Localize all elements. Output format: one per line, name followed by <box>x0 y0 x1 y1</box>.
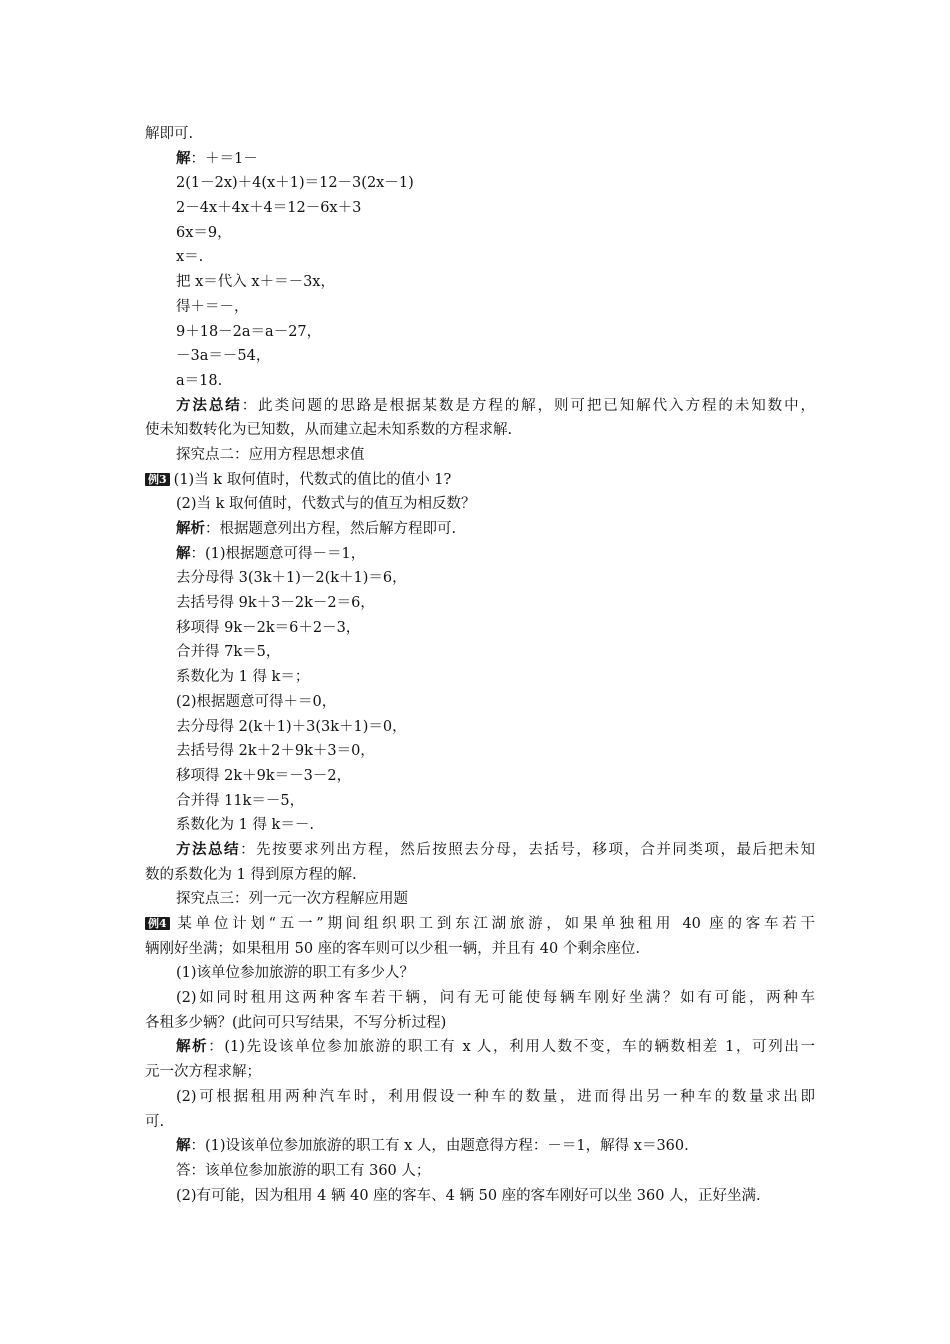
line-text: ：此类问题的思路是根据某数是方程的解，则可把已知解代入方程的未知数中， <box>241 397 816 414</box>
line-text: 使未知数转化为已知数，从而建立起未知系数的方程求解. <box>145 422 513 439</box>
line-text: 得＋＝－， <box>176 298 249 315</box>
line-text: (1)该单位参加旅游的职工有多少人？ <box>176 965 415 982</box>
line-text: a＝18. <box>176 372 223 389</box>
text-line <box>145 616 815 641</box>
text-line <box>145 344 815 369</box>
text-line <box>145 887 815 912</box>
line-text: (2)可根据租用两种汽车时，利用假设一种车的数量，进而得出另一种车的数量求出即 <box>176 1088 815 1105</box>
text-line <box>145 665 815 690</box>
line-text: ：(1)先设该单位参加旅游的职工有 x 人，利用人数不变，车的辆数相差 1，可列出一 <box>208 1039 815 1056</box>
line-text: 可. <box>145 1113 165 1130</box>
text-line <box>145 1134 815 1159</box>
text-line <box>145 122 815 147</box>
bold-heading: 解析 <box>176 1038 209 1056</box>
line-text: ：先按要求列出方程，然后按照去分母，去括号，移项，合并同类项，最后把未知 <box>240 841 816 858</box>
line-text: 6x＝9， <box>176 224 232 241</box>
line-text: (1)当 k 取何值时，代数式的值比的值小 1? <box>173 471 452 488</box>
text-line <box>145 764 815 789</box>
line-text: 答：该单位参加旅游的职工有 360 人； <box>176 1162 431 1179</box>
text-line <box>145 492 815 517</box>
line-text: ：＋＝1－ <box>190 150 258 167</box>
line-text: x＝. <box>176 249 204 266</box>
text-line <box>145 1085 815 1110</box>
line-text: 把 x＝代入 x＋＝－3x， <box>176 274 335 291</box>
bold-heading: 解析 <box>176 520 205 537</box>
text-line <box>145 1159 815 1184</box>
bold-heading: 解 <box>176 1137 191 1155</box>
line-text: 移项得 2k＋9k＝－3－2， <box>176 767 352 784</box>
line-text: 2－4x＋4x＋4＝12－6x＋3 <box>176 200 362 217</box>
text-line <box>145 838 815 863</box>
text-line <box>145 320 815 345</box>
text-line <box>145 542 815 567</box>
document-body <box>145 122 815 1208</box>
line-text: －3a＝－54， <box>176 348 271 365</box>
line-text: 系数化为 1 得 k＝－. <box>176 817 314 834</box>
text-line <box>145 221 815 246</box>
line-text: 9＋18－2a＝a－27， <box>176 323 322 340</box>
text-line <box>145 1184 815 1209</box>
line-text: 去分母得 3(3k＋1)－2(k＋1)＝6， <box>176 570 407 587</box>
line-text: 解即可. <box>145 126 194 142</box>
line-text: 辆刚好坐满；如果租用 50 座的客车则可以少租一辆，并且有 40 个剩余座位. <box>145 940 640 957</box>
line-text: 合并得 11k＝－5， <box>176 792 305 809</box>
text-line <box>145 369 815 394</box>
example-badge: 例4 <box>145 917 170 930</box>
text-line <box>145 640 815 665</box>
bold-heading: 方法总结 <box>176 396 242 414</box>
line-text: ：(1)根据题意可得－＝1， <box>190 545 366 562</box>
bold-heading: 方法总结 <box>176 840 241 858</box>
text-line <box>145 813 815 838</box>
bold-heading: 解 <box>176 149 191 167</box>
text-line <box>145 1110 815 1135</box>
text-line <box>145 912 815 937</box>
line-text: 探究点三：列一元一次方程解应用题 <box>176 891 408 908</box>
bold-heading: 解 <box>176 544 191 562</box>
text-line <box>145 270 815 295</box>
text-line <box>145 295 815 320</box>
line-text: 去括号得 2k＋2＋9k＋3＝0， <box>176 743 375 760</box>
text-line <box>145 591 815 616</box>
line-text: 移项得 9k－2k＝6＋2－3， <box>176 619 361 636</box>
line-text: ：(1)设该单位参加旅游的职工有 x 人，由题意得方程：－＝1，解得 x＝360. <box>190 1138 689 1155</box>
line-text: (2)根据题意可得＋＝0， <box>176 693 337 710</box>
text-line <box>145 418 815 443</box>
line-text: (2)有可能，因为租用 4 辆 40 座的客车、4 辆 50 座的客车刚好可以坐 360 人，正好坐满. <box>176 1187 761 1204</box>
line-text: 某单位计划“五一”期间组织职工到东江湖旅游，如果单独租用 40 座的客车若干 <box>173 916 815 932</box>
text-line <box>145 1060 815 1085</box>
text-line <box>145 961 815 986</box>
text-line <box>145 171 815 196</box>
text-line <box>145 443 815 468</box>
text-line <box>145 986 815 1011</box>
line-text: 探究点二：应用方程思想求值 <box>176 446 365 463</box>
text-line <box>145 1011 815 1036</box>
text-line <box>145 715 815 740</box>
line-text: 系数化为 1 得 k＝； <box>176 669 310 686</box>
text-line <box>145 394 815 419</box>
line-text: ：根据题意列出方程，然后解方程即可. <box>205 521 457 537</box>
text-line <box>145 147 815 172</box>
text-line <box>145 196 815 221</box>
text-line <box>145 517 815 542</box>
line-text: 各租多少辆？(此问可只写结果，不写分析过程) <box>145 1014 447 1031</box>
text-line <box>145 937 815 962</box>
text-line <box>145 789 815 814</box>
line-text: 2(1－2x)＋4(x＋1)＝12－3(2x－1) <box>176 175 414 192</box>
text-line <box>145 1035 815 1060</box>
example-badge: 例3 <box>145 473 170 486</box>
line-text: 数的系数化为 1 得到原方程的解. <box>145 866 357 883</box>
line-text: 元一次方程求解； <box>145 1064 261 1081</box>
line-text: (2)当 k 取何值时，代数式与的值互为相反数？ <box>176 496 476 513</box>
line-text: 去括号得 9k＋3－2k－2＝6， <box>176 595 375 612</box>
line-text: 去分母得 2(k＋1)＋3(3k＋1)＝0， <box>176 718 407 735</box>
line-text: (2)如同时租用这两种客车若干辆，问有无可能使每辆车刚好坐满？如有可能，两种车 <box>176 990 815 1007</box>
text-line <box>145 863 815 888</box>
text-line <box>145 245 815 270</box>
text-line <box>145 739 815 764</box>
line-text: 合并得 7k＝5， <box>176 644 281 661</box>
text-line <box>145 468 815 493</box>
text-line <box>145 690 815 715</box>
text-line <box>145 566 815 591</box>
